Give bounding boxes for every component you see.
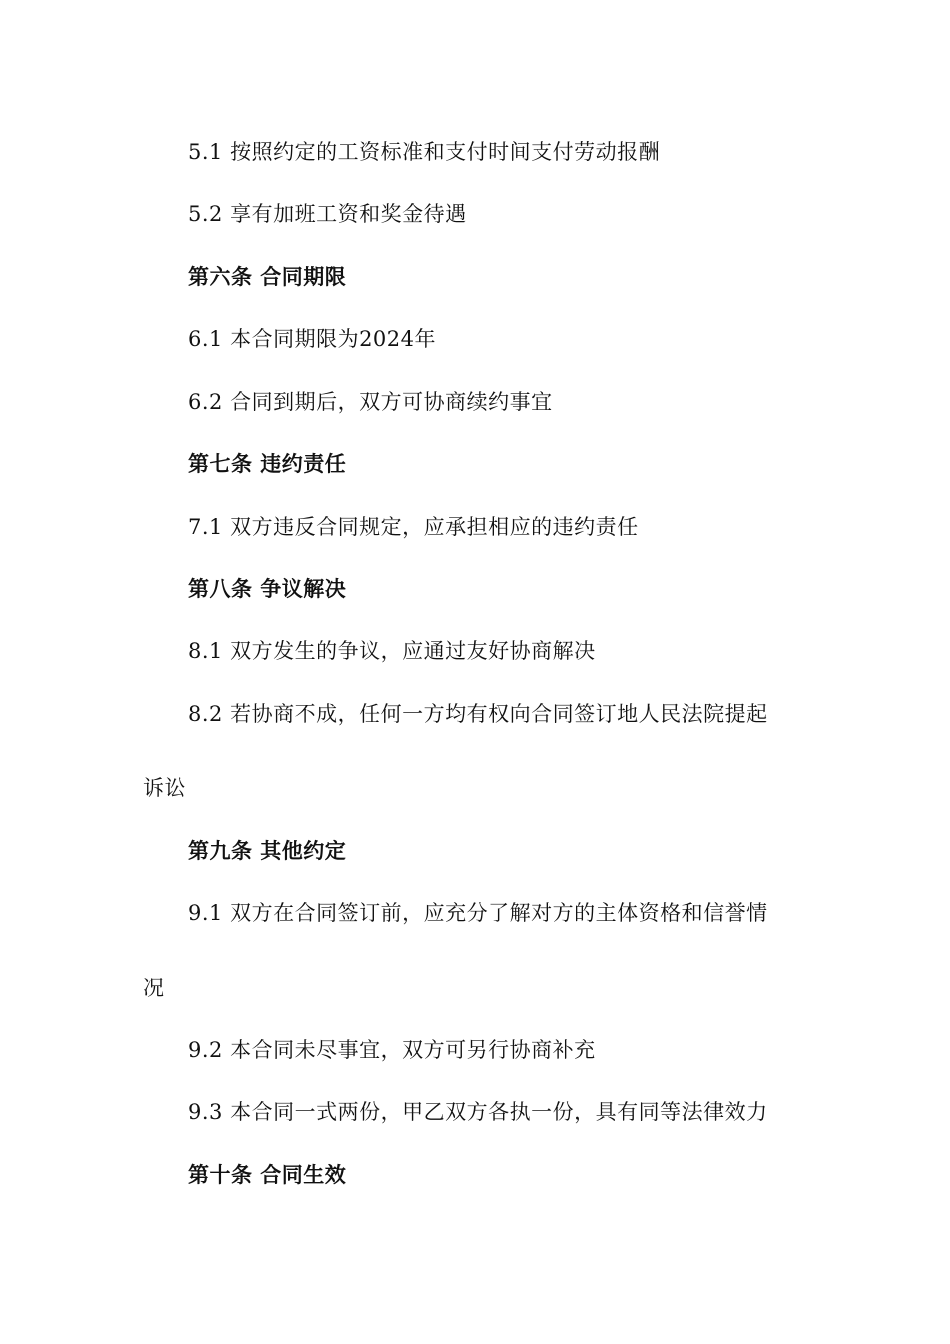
article-10-heading: 第十条 合同生效 [188, 1162, 347, 1187]
clause-6-1: 6.1 本合同期限为2024年 [188, 327, 437, 351]
clause-9-3: 9.3 本合同一式两份，甲乙双方各执一份，具有同等法律效力 [188, 1100, 768, 1124]
article-9-heading: 第九条 其他约定 [188, 838, 347, 863]
article-6-heading: 第六条 合同期限 [188, 264, 347, 289]
clause-5-1: 5.1 按照约定的工资标准和支付时间支付劳动报酬 [188, 140, 661, 164]
clause-8-1: 8.1 双方发生的争议，应通过友好协商解决 [188, 639, 596, 663]
clause-8-2-continued: 诉讼 [143, 776, 186, 800]
article-8-heading: 第八条 争议解决 [188, 576, 347, 601]
clause-8-2: 8.2 若协商不成，任何一方均有权向合同签订地人民法院提起 [188, 702, 768, 726]
clause-5-2: 5.2 享有加班工资和奖金待遇 [188, 202, 467, 226]
clause-6-2: 6.2 合同到期后，双方可协商续约事宜 [188, 390, 553, 414]
clause-9-1: 9.1 双方在合同签订前，应充分了解对方的主体资格和信誉情 [188, 901, 768, 925]
clause-9-2: 9.2 本合同未尽事宜，双方可另行协商补充 [188, 1038, 596, 1062]
clause-9-1-continued: 况 [143, 976, 165, 1000]
clause-7-1: 7.1 双方违反合同规定，应承担相应的违约责任 [188, 515, 639, 539]
article-7-heading: 第七条 违约责任 [188, 451, 347, 476]
